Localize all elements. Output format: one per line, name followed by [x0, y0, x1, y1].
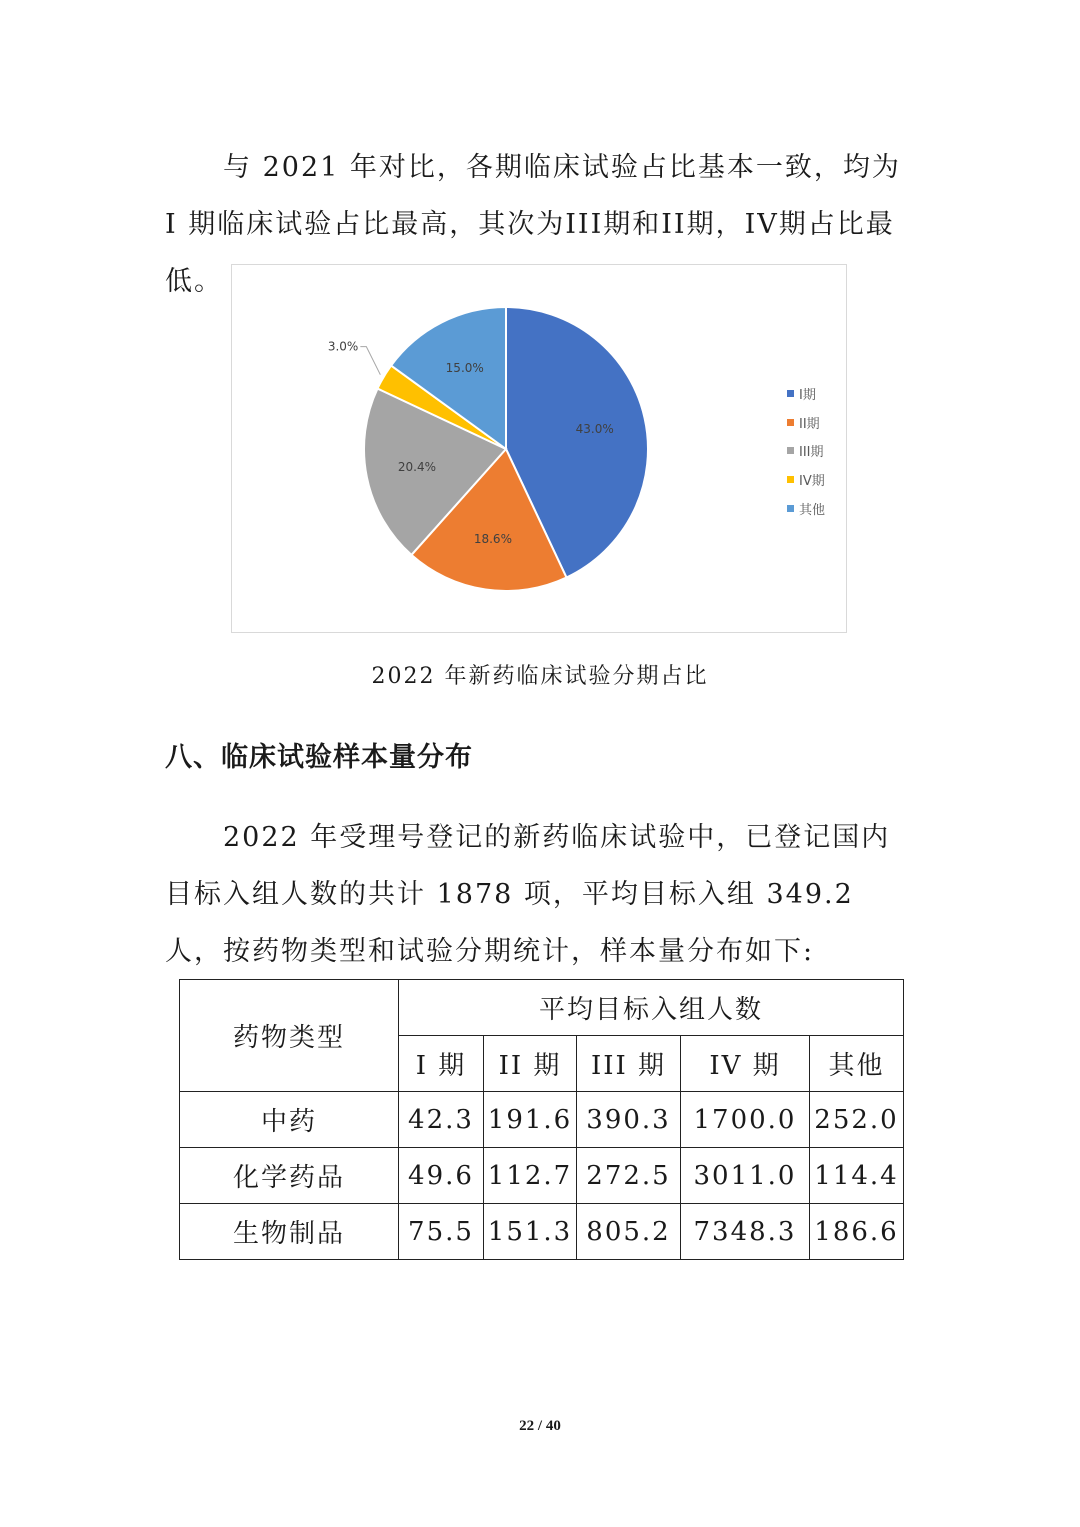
- legend-label: III期: [799, 445, 824, 461]
- legend-label: I期: [799, 387, 816, 403]
- table-cell: 151.3: [484, 1204, 577, 1260]
- pie-chart-svg: [232, 265, 848, 634]
- legend-swatch: [787, 390, 794, 397]
- legend-label: IV期: [799, 474, 825, 490]
- group-header-cell: 平均目标入组人数: [399, 980, 904, 1036]
- legend-item: [787, 465, 825, 494]
- table-cell: 42.3: [399, 1092, 484, 1148]
- table-cell: 7348.3: [681, 1204, 810, 1260]
- column-header: IV 期: [681, 1036, 810, 1092]
- table-cell: 805.2: [577, 1204, 681, 1260]
- table-cell: 191.6: [484, 1092, 577, 1148]
- table-cell: 112.7: [484, 1148, 577, 1204]
- legend-label: 其他: [799, 503, 826, 519]
- pie-leader-line: [360, 347, 380, 375]
- table-row: [180, 1204, 904, 1260]
- row-label: 化学药品: [180, 1148, 399, 1204]
- column-header: I 期: [399, 1036, 484, 1092]
- table-cell: 272.5: [577, 1148, 681, 1204]
- pie-chart: [231, 264, 847, 633]
- legend-label: II期: [799, 416, 820, 432]
- pie-data-label: 18.6%: [473, 531, 512, 546]
- column-header: 其他: [810, 1036, 904, 1092]
- table-row: [180, 1092, 904, 1148]
- pie-data-label: 43.0%: [575, 422, 614, 437]
- row-header-cell: 药物类型: [180, 980, 399, 1092]
- table-cell: 75.5: [399, 1204, 484, 1260]
- column-header: III 期: [577, 1036, 681, 1092]
- table-cell: 114.4: [810, 1148, 904, 1204]
- legend-swatch: [787, 447, 794, 454]
- legend-swatch: [787, 476, 794, 483]
- legend-swatch: [787, 505, 794, 512]
- legend-item: [787, 494, 825, 523]
- row-label: 生物制品: [180, 1204, 399, 1260]
- table-cell: 390.3: [577, 1092, 681, 1148]
- sample-size-paragraph: 2022 年受理号登记的新药临床试验中，已登记国内目标入组人数的共计 1878 项，平均目标入组 349.2 人，按药物类型和试验分期统计，样本量分布如下:: [165, 822, 891, 967]
- table-cell: 1700.0: [681, 1092, 810, 1148]
- table-cell: 3011.0: [681, 1148, 810, 1204]
- intro-paragraph: 与 2021 年对比，各期临床试验占比基本一致，均为 I 期临床试验占比最高，其次为III期和II期，IV期占比最低。: [165, 152, 901, 297]
- pie-data-label: 20.4%: [397, 460, 437, 475]
- section-heading: 八、临床试验样本量分布: [165, 742, 473, 773]
- chart-caption: 2022 年新药临床试验分期占比: [371, 664, 709, 689]
- table-cell: 186.6: [810, 1204, 904, 1260]
- chart-legend: [787, 379, 825, 523]
- column-header: II 期: [484, 1036, 577, 1092]
- legend-item: [787, 437, 825, 466]
- page-number: 22 / 40: [519, 1418, 561, 1434]
- pie-data-label: 15.0%: [445, 361, 484, 376]
- row-label: 中药: [180, 1092, 399, 1148]
- legend-item: [787, 379, 825, 408]
- legend-item: [787, 408, 825, 437]
- table-cell: 49.6: [399, 1148, 484, 1204]
- sample-size-table: [179, 979, 904, 1260]
- pie-data-label: 3.0%: [327, 339, 359, 354]
- legend-swatch: [787, 419, 794, 426]
- table-cell: 252.0: [810, 1092, 904, 1148]
- table-row: [180, 1148, 904, 1204]
